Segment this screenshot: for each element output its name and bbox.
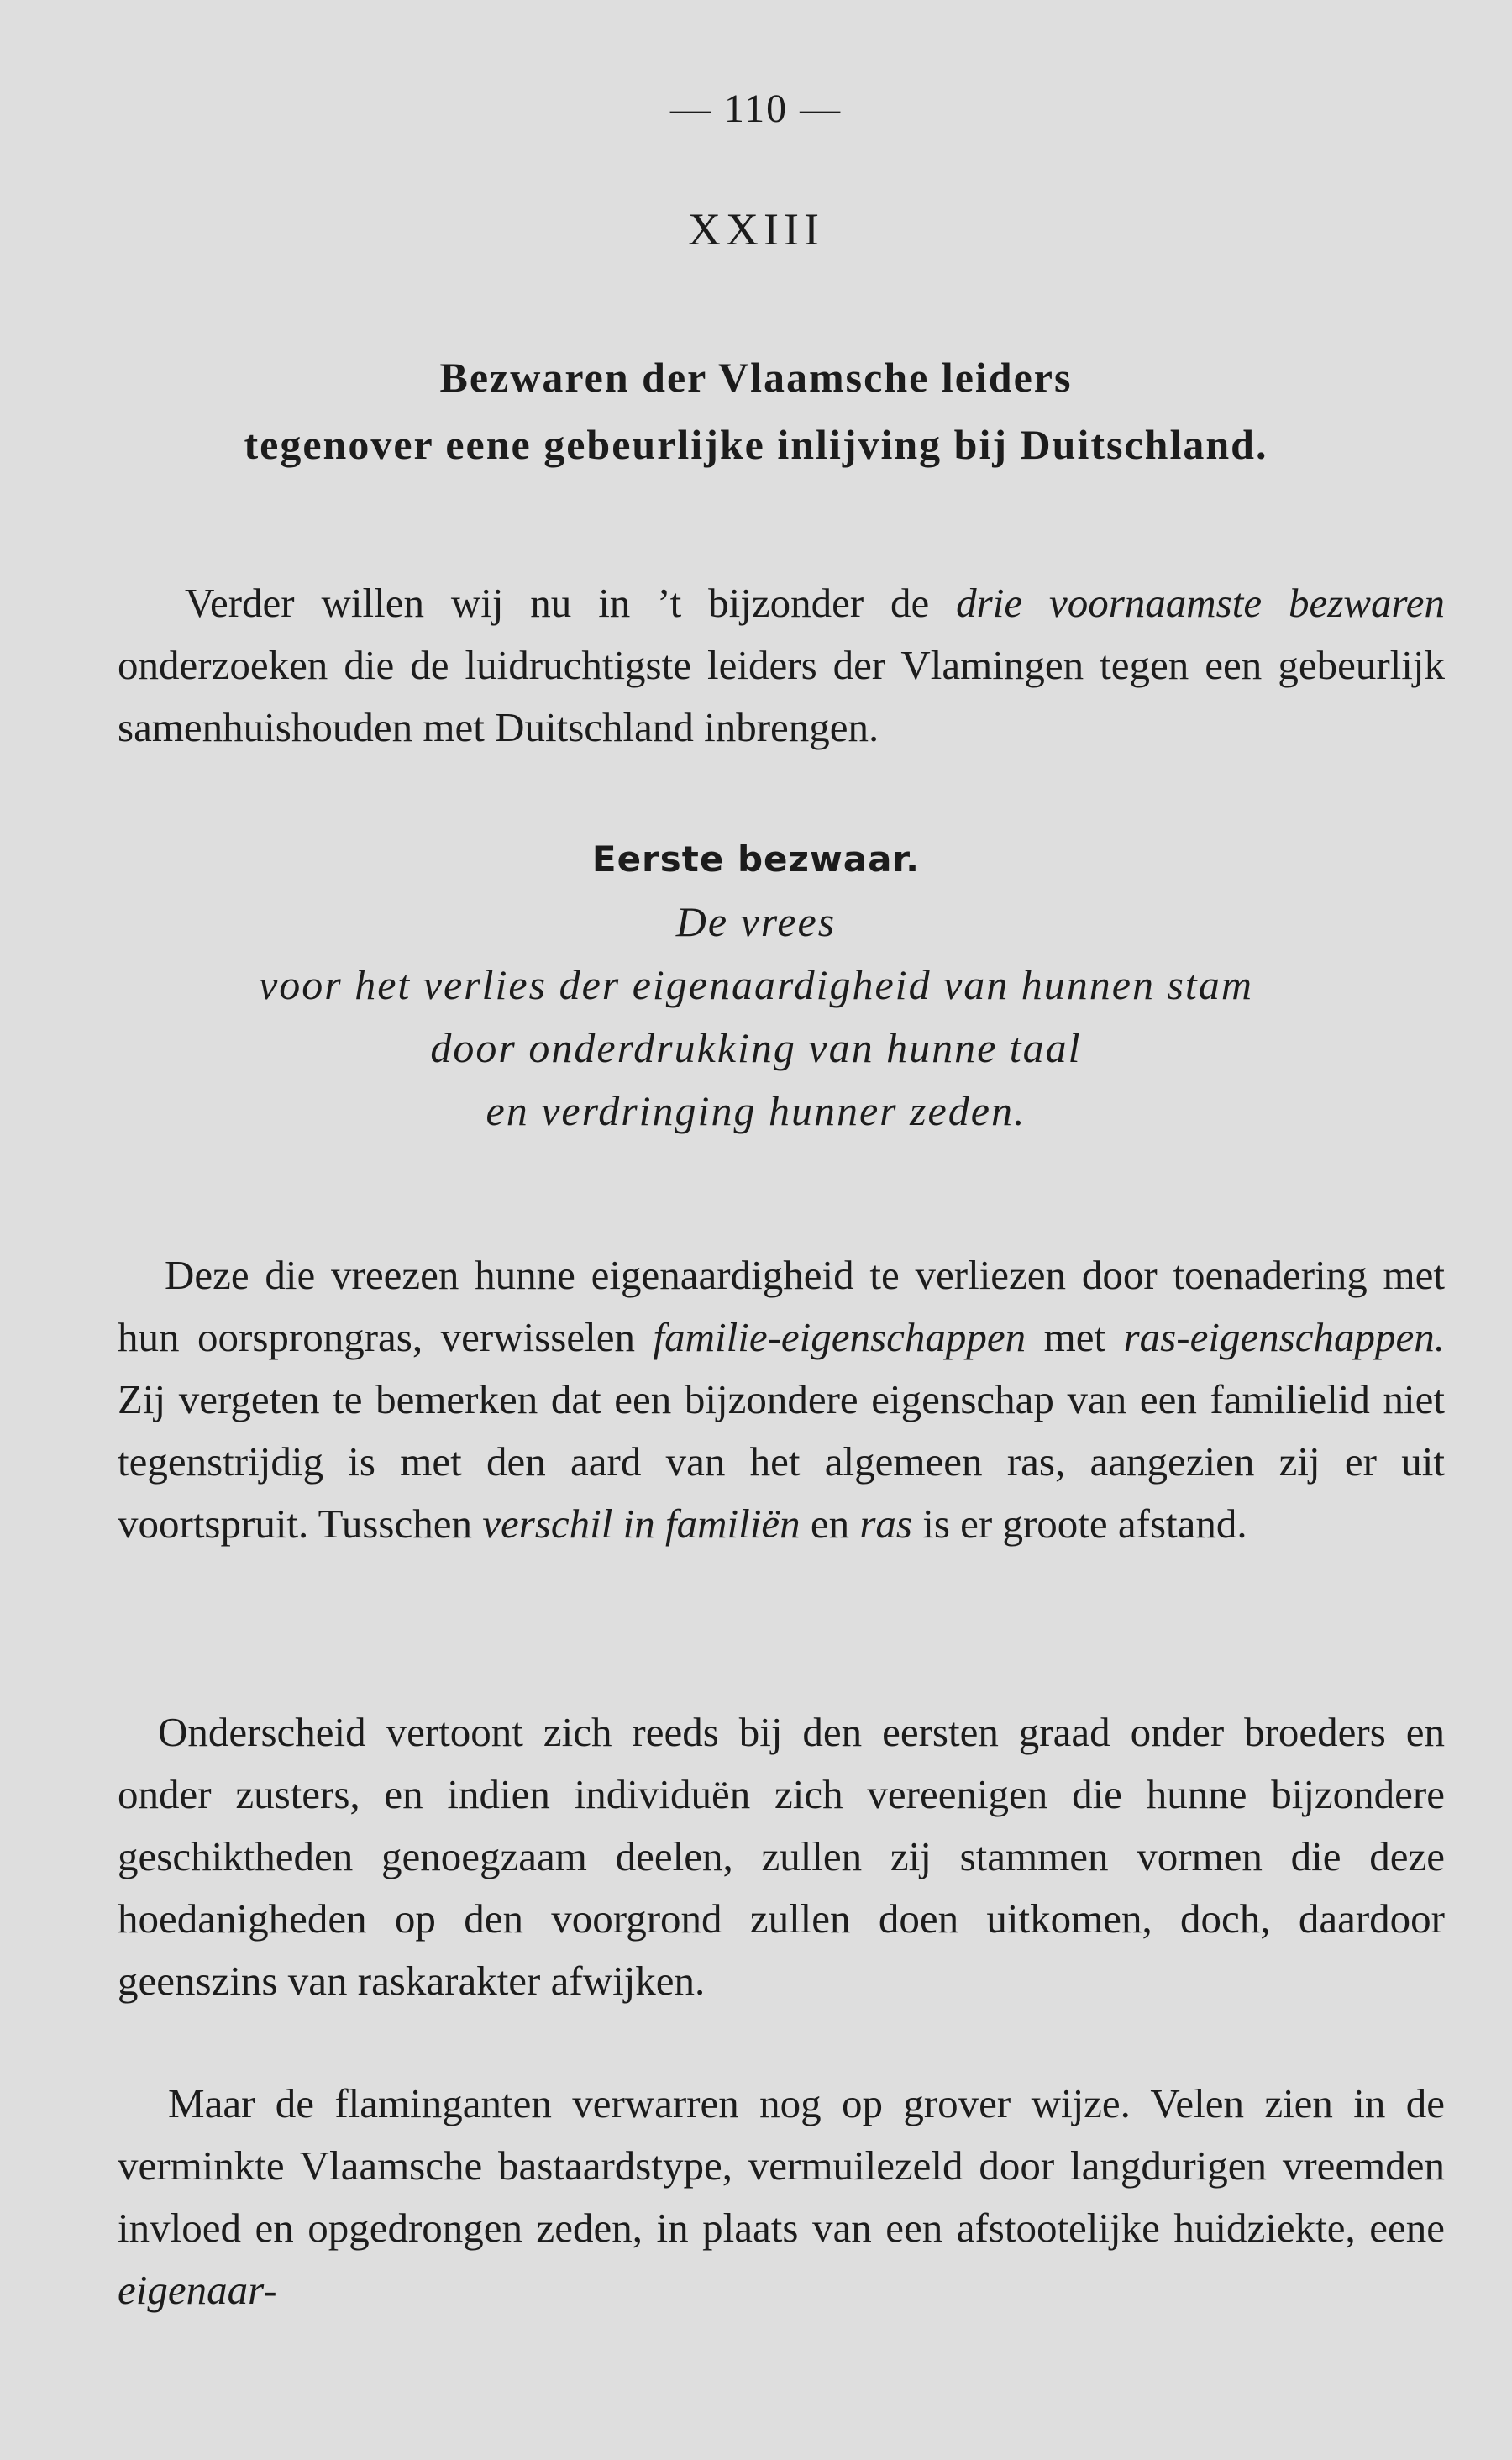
objection-label: Eerste bezwaar. (591, 838, 921, 880)
objection-title-line-4: en verdringing hunner zeden. (486, 1087, 1026, 1134)
p3-text-1: Maar de flaminganten verwarren nog op grover wijze. Velen zien in de verminkte Vlaamsche bastaardstype, vermuilezeld door langdurigen vreemden invloed en opgedrongen zeden, in plaats van een afstootelijke huidziekte, eene (118, 2080, 1445, 2251)
intro-italic-1: drie voornaamste bezwaren (956, 580, 1445, 626)
body-paragraph-1 (118, 1244, 1445, 1555)
intro-paragraph (118, 572, 1445, 759)
objection-title-line-3: door onderdrukking van hunne taal (430, 1024, 1082, 1071)
p1-italic-2: ras-eigenschappen. (1123, 1314, 1445, 1360)
body-paragraph-2: Onderscheid vertoont zich reeds bij den eersten graad onder broeders en onder zusters, en indien individuën zich vereenigen die hunne bijzondere geschiktheden genoegzaam deelen, zullen zij stammen vormen die deze hoedanigheden op den voorgrond zullen doen uitkomen, doch, daardoor geenszins van raskarakter afwijken. (118, 1709, 1445, 2004)
objection-title-line-1: De vrees (675, 898, 837, 945)
p1-text-1: Deze die vreezen hunne eigenaardigheid te verliezen door toenadering met hun oorsprongras, verwisselen (118, 1252, 1445, 1360)
chapter-heading-line-1: Bezwaren der Vlaamsche leiders (439, 354, 1073, 401)
p1-italic-1: familie-eigenschappen (653, 1314, 1026, 1360)
p1-text-3: Zij vergeten te bemerken dat een bijzondere eigenschap van een familielid niet tegenstrijdig is met den aard van het algemeen ras, aangezien zij er uit voortspruit. Tusschen (118, 1376, 1445, 1547)
chapter-number: XXIII (688, 204, 824, 255)
page-number: — 110 — (669, 87, 843, 131)
intro-text-2: onderzoeken die de luidruchtigste leiders der Vlamingen tegen een gebeurlijk samenhuishouden met Duitschland inbrengen. (118, 642, 1445, 750)
p1-italic-3: verschil in familiën (482, 1501, 801, 1547)
p1-text-5: is er groote afstand. (911, 1501, 1247, 1547)
intro-text-1: Verder willen wij nu in ’t bijzonder de (185, 580, 957, 626)
body-paragraph-3 (118, 2073, 1445, 2321)
p3-italic-1: eigenaar- (118, 2267, 277, 2313)
p1-text-4: en (800, 1501, 860, 1547)
p1-italic-4: ras (859, 1501, 912, 1547)
objection-title-line-2: voor het verlies der eigenaardigheid van hunnen stam (259, 961, 1253, 1008)
p1-text-2: met (1026, 1314, 1124, 1360)
chapter-heading-line-2: tegenover eene gebeurlijke inlijving bij Duitschland. (244, 421, 1268, 468)
